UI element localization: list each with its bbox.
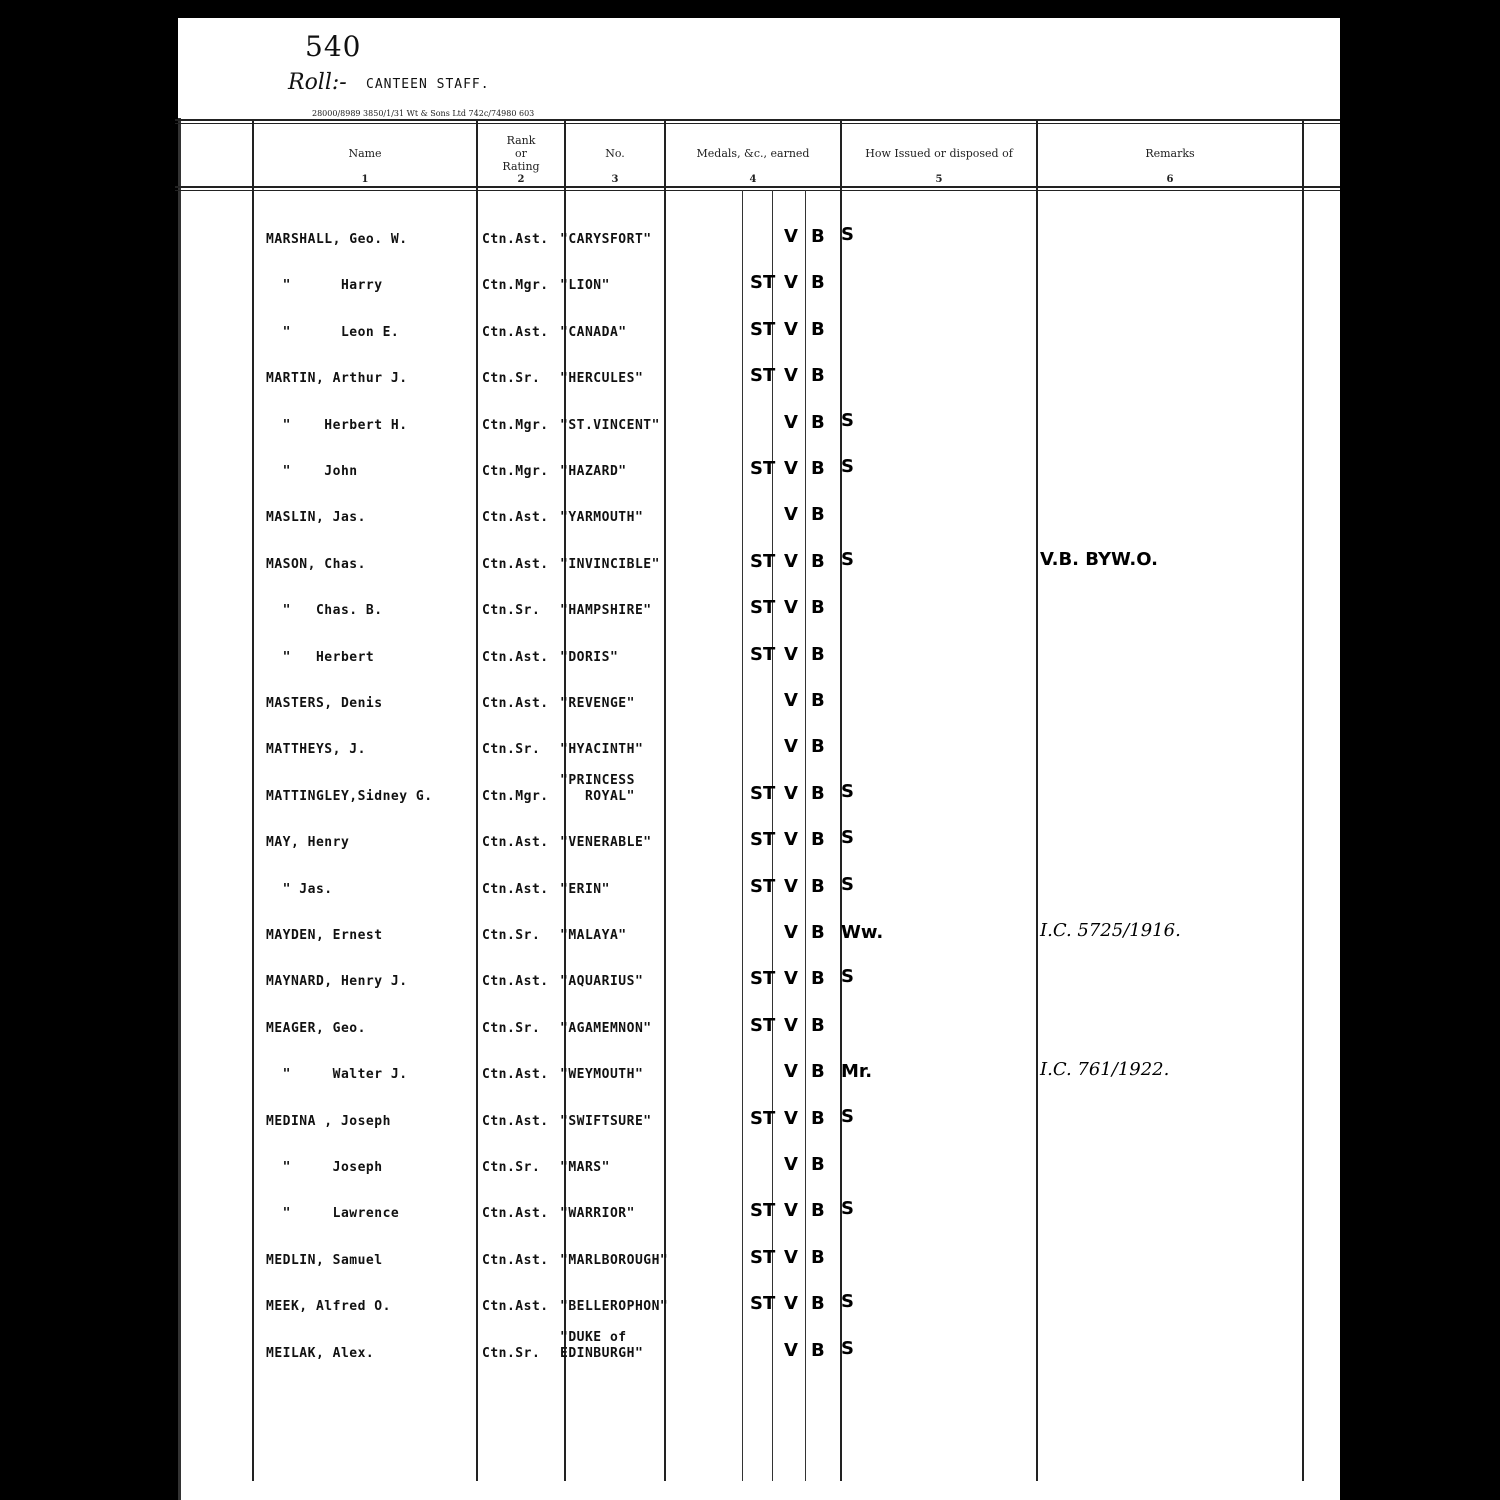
name-cell: " Leon E. — [266, 325, 400, 340]
rank-cell: Ctn.Ast. — [482, 1253, 549, 1268]
rank-cell: Ctn.Ast. — [482, 557, 549, 572]
medal-british-war-mark: B — [811, 783, 825, 804]
medal-victory-mark: V — [784, 597, 798, 618]
name-cell: " Lawrence — [266, 1206, 400, 1221]
rank-cell: Ctn.Mgr. — [482, 278, 549, 293]
name-cell: MEAGER, Geo. — [266, 1021, 366, 1036]
col-header-medals: Medals, &c., earned — [696, 147, 810, 160]
medal-british-war-mark: B — [811, 226, 825, 247]
ship-cell: "VENERABLE" — [560, 835, 652, 850]
medal-victory-mark: V — [784, 1247, 798, 1268]
medal-s-mark: S — [841, 966, 854, 987]
ship-cell: "ERIN" — [560, 882, 610, 897]
rank-cell: Ctn.Ast. — [482, 1114, 549, 1129]
rank-cell: Ctn.Ast. — [482, 325, 549, 340]
rank-cell: Ctn.Sr. — [482, 1346, 541, 1361]
ship-cell: "WARRIOR" — [560, 1206, 635, 1221]
ship-cell: "AQUARIUS" — [560, 974, 644, 989]
name-cell: " Joseph — [266, 1160, 383, 1175]
rank-cell: Ctn.Mgr. — [482, 464, 549, 479]
ledger-page — [160, 0, 1340, 1500]
medal-s-mark: S — [841, 410, 854, 431]
rank-cell: Ctn.Sr. — [482, 603, 541, 618]
medal-british-war-mark: B — [811, 1061, 825, 1082]
medal-star-mark: ST — [750, 458, 776, 479]
medal-subdivider-3 — [805, 190, 806, 1481]
name-cell: " Harry — [266, 278, 383, 293]
ship-cell: "MALAYA" — [560, 928, 627, 943]
ship-cell: "MARS" — [560, 1160, 610, 1175]
ship-cell: "HAMPSHIRE" — [560, 603, 652, 618]
medal-star-mark: ST — [750, 319, 776, 340]
how-issued-cell: Ww. — [841, 922, 884, 943]
ship-cell: "CARYSFORT" — [560, 232, 652, 247]
name-cell: MATTHEYS, J. — [266, 742, 366, 757]
medal-victory-mark: V — [784, 968, 798, 989]
medal-s-mark: S — [841, 827, 854, 848]
ship-cell: "DORIS" — [560, 650, 619, 665]
name-cell: MARTIN, Arthur J. — [266, 371, 408, 386]
medal-victory-mark: V — [784, 644, 798, 665]
ship-cell: "MARLBOROUGH" — [560, 1253, 669, 1268]
roll-value: CANTEEN STAFF. — [366, 77, 490, 92]
medal-british-war-mark: B — [811, 1340, 825, 1361]
ship-cell: "HYACINTH" — [560, 742, 644, 757]
page-number: 540 — [305, 30, 362, 63]
medal-victory-mark: V — [784, 458, 798, 479]
name-cell: MEEK, Alfred O. — [266, 1299, 391, 1314]
header-bottom-rule-2 — [175, 190, 1340, 191]
col-number-1: 1 — [361, 174, 369, 185]
medal-british-war-mark: B — [811, 736, 825, 757]
roll-label: Roll:- — [288, 70, 347, 95]
table-top-rule — [175, 119, 1340, 121]
table-top-rule-2 — [175, 123, 1340, 124]
name-cell: MAYDEN, Ernest — [266, 928, 383, 943]
rank-cell: Ctn.Sr. — [482, 1021, 541, 1036]
name-cell: " Jas. — [266, 882, 333, 897]
rank-cell: Ctn.Ast. — [482, 974, 549, 989]
col-header-remarks: Remarks — [1145, 147, 1195, 160]
medal-british-war-mark: B — [811, 319, 825, 340]
medal-victory-mark: V — [784, 922, 798, 943]
medal-british-war-mark: B — [811, 551, 825, 572]
medal-british-war-mark: B — [811, 272, 825, 293]
medal-victory-mark: V — [784, 365, 798, 386]
rank-cell: Ctn.Ast. — [482, 650, 549, 665]
medal-british-war-mark: B — [811, 504, 825, 525]
rank-cell: Ctn.Sr. — [482, 371, 541, 386]
medal-s-mark: S — [841, 549, 854, 570]
col-number-6: 6 — [1166, 174, 1174, 185]
medal-victory-mark: V — [784, 504, 798, 525]
medal-british-war-mark: B — [811, 365, 825, 386]
name-cell: MEDLIN, Samuel — [266, 1253, 383, 1268]
medal-british-war-mark: B — [811, 829, 825, 850]
medal-victory-mark: V — [784, 876, 798, 897]
medal-victory-mark: V — [784, 1015, 798, 1036]
medal-star-mark: ST — [750, 272, 776, 293]
ship-cell: "HAZARD" — [560, 464, 627, 479]
medal-victory-mark: V — [784, 551, 798, 572]
medal-s-mark: S — [841, 224, 854, 245]
rank-cell: Ctn.Sr. — [482, 1160, 541, 1175]
ship-cell: "PRINCESS ROYAL" — [560, 773, 635, 804]
printer-imprint: 28000/8989 3850/1/31 Wt & Sons Ltd 742c/74980 603 — [312, 109, 535, 118]
rank-cell: Ctn.Ast. — [482, 1299, 549, 1314]
header-bottom-rule — [175, 186, 1340, 188]
medal-british-war-mark: B — [811, 644, 825, 665]
name-cell: MASON, Chas. — [266, 557, 366, 572]
medal-victory-mark: V — [784, 319, 798, 340]
col-divider-3 — [664, 119, 666, 1481]
col-number-5: 5 — [935, 174, 943, 185]
rank-cell: Ctn.Ast. — [482, 1067, 549, 1082]
name-cell: " Herbert — [266, 650, 375, 665]
medal-british-war-mark: B — [811, 412, 825, 433]
col-header-no: No. — [605, 147, 625, 160]
page-edge-shadow — [178, 118, 181, 1500]
name-cell: MAYNARD, Henry J. — [266, 974, 408, 989]
medal-victory-mark: V — [784, 783, 798, 804]
name-cell: MATTINGLEY,Sidney G. — [266, 789, 433, 804]
medal-s-mark: S — [841, 1291, 854, 1312]
medal-victory-mark: V — [784, 1154, 798, 1175]
medal-british-war-mark: B — [811, 1293, 825, 1314]
col-divider-left — [252, 119, 254, 1481]
remarks-cell: V.B. BYW.O. — [1040, 549, 1159, 570]
name-cell: MEILAK, Alex. — [266, 1346, 375, 1361]
medal-s-mark: S — [841, 1106, 854, 1127]
how-issued-cell: Mr. — [841, 1061, 873, 1082]
ship-cell: "WEYMOUTH" — [560, 1067, 644, 1082]
ship-cell: "DUKE of EDINBURGH" — [560, 1330, 644, 1361]
medal-s-mark: S — [841, 1198, 854, 1219]
scan-border-left — [160, 18, 178, 1500]
medal-victory-mark: V — [784, 226, 798, 247]
medal-british-war-mark: B — [811, 458, 825, 479]
medal-s-mark: S — [841, 456, 854, 477]
medal-british-war-mark: B — [811, 876, 825, 897]
medal-victory-mark: V — [784, 736, 798, 757]
medal-british-war-mark: B — [811, 1108, 825, 1129]
rank-cell: Ctn.Sr. — [482, 928, 541, 943]
medal-star-mark: ST — [750, 644, 776, 665]
medal-british-war-mark: B — [811, 1015, 825, 1036]
name-cell: " Walter J. — [266, 1067, 408, 1082]
medal-victory-mark: V — [784, 1293, 798, 1314]
medal-victory-mark: V — [784, 272, 798, 293]
medal-victory-mark: V — [784, 1061, 798, 1082]
medal-subdivider-1 — [742, 190, 743, 1481]
col-header-name: Name — [348, 147, 382, 160]
ship-cell: "LION" — [560, 278, 610, 293]
name-cell: " Chas. B. — [266, 603, 383, 618]
medal-s-mark: S — [841, 1338, 854, 1359]
name-cell: MAY, Henry — [266, 835, 350, 850]
rank-cell: Ctn.Ast. — [482, 882, 549, 897]
rank-cell: Ctn.Ast. — [482, 696, 549, 711]
medal-british-war-mark: B — [811, 1200, 825, 1221]
rank-cell: Ctn.Mgr. — [482, 418, 549, 433]
ship-cell: "HERCULES" — [560, 371, 644, 386]
col-header-how-issued: How Issued or disposed of — [865, 147, 1013, 160]
col-divider-6 — [1302, 119, 1304, 1481]
rank-cell: Ctn.Ast. — [482, 510, 549, 525]
medal-star-mark: ST — [750, 1200, 776, 1221]
ship-cell: "YARMOUTH" — [560, 510, 644, 525]
rank-cell: Ctn.Ast. — [482, 232, 549, 247]
medal-victory-mark: V — [784, 690, 798, 711]
remarks-cell: I.C. 5725/1916. — [1040, 920, 1181, 941]
medal-star-mark: ST — [750, 1247, 776, 1268]
medal-star-mark: ST — [750, 365, 776, 386]
medal-british-war-mark: B — [811, 968, 825, 989]
ship-cell: "ST.VINCENT" — [560, 418, 660, 433]
medal-british-war-mark: B — [811, 1247, 825, 1268]
col-number-3: 3 — [611, 174, 619, 185]
medal-s-mark: S — [841, 781, 854, 802]
medal-star-mark: ST — [750, 1293, 776, 1314]
medal-star-mark: ST — [750, 551, 776, 572]
name-cell: MEDINA , Joseph — [266, 1114, 391, 1129]
medal-victory-mark: V — [784, 1340, 798, 1361]
medal-star-mark: ST — [750, 597, 776, 618]
medal-star-mark: ST — [750, 1015, 776, 1036]
rank-cell: Ctn.Ast. — [482, 835, 549, 850]
name-cell: MASTERS, Denis — [266, 696, 383, 711]
name-cell: MASLIN, Jas. — [266, 510, 366, 525]
medal-star-mark: ST — [750, 1108, 776, 1129]
medal-british-war-mark: B — [811, 597, 825, 618]
ship-cell: "CANADA" — [560, 325, 627, 340]
name-cell: " Herbert H. — [266, 418, 408, 433]
medal-s-mark: S — [841, 874, 854, 895]
medal-victory-mark: V — [784, 1108, 798, 1129]
medal-star-mark: ST — [750, 783, 776, 804]
medal-star-mark: ST — [750, 829, 776, 850]
medal-star-mark: ST — [750, 968, 776, 989]
col-number-4: 4 — [749, 174, 757, 185]
medal-british-war-mark: B — [811, 690, 825, 711]
rank-cell: Ctn.Ast. — [482, 1206, 549, 1221]
col-header-rank: Rank or Rating — [502, 134, 540, 173]
ship-cell: "INVINCIBLE" — [560, 557, 660, 572]
col-divider-5 — [1036, 119, 1038, 1481]
ship-cell: "REVENGE" — [560, 696, 635, 711]
ship-cell: "AGAMEMNON" — [560, 1021, 652, 1036]
ship-cell: "BELLEROPHON" — [560, 1299, 669, 1314]
col-number-2: 2 — [517, 174, 525, 185]
scan-border-top — [160, 0, 1340, 18]
rank-cell: Ctn.Sr. — [482, 742, 541, 757]
ship-cell: "SWIFTSURE" — [560, 1114, 652, 1129]
medal-victory-mark: V — [784, 829, 798, 850]
remarks-cell: I.C. 761/1922. — [1040, 1059, 1170, 1080]
rank-cell: Ctn.Mgr. — [482, 789, 549, 804]
col-divider-1 — [476, 119, 478, 1481]
medal-star-mark: ST — [750, 876, 776, 897]
name-cell: " John — [266, 464, 358, 479]
name-cell: MARSHALL, Geo. W. — [266, 232, 408, 247]
medal-british-war-mark: B — [811, 1154, 825, 1175]
medal-british-war-mark: B — [811, 922, 825, 943]
medal-victory-mark: V — [784, 412, 798, 433]
medal-victory-mark: V — [784, 1200, 798, 1221]
